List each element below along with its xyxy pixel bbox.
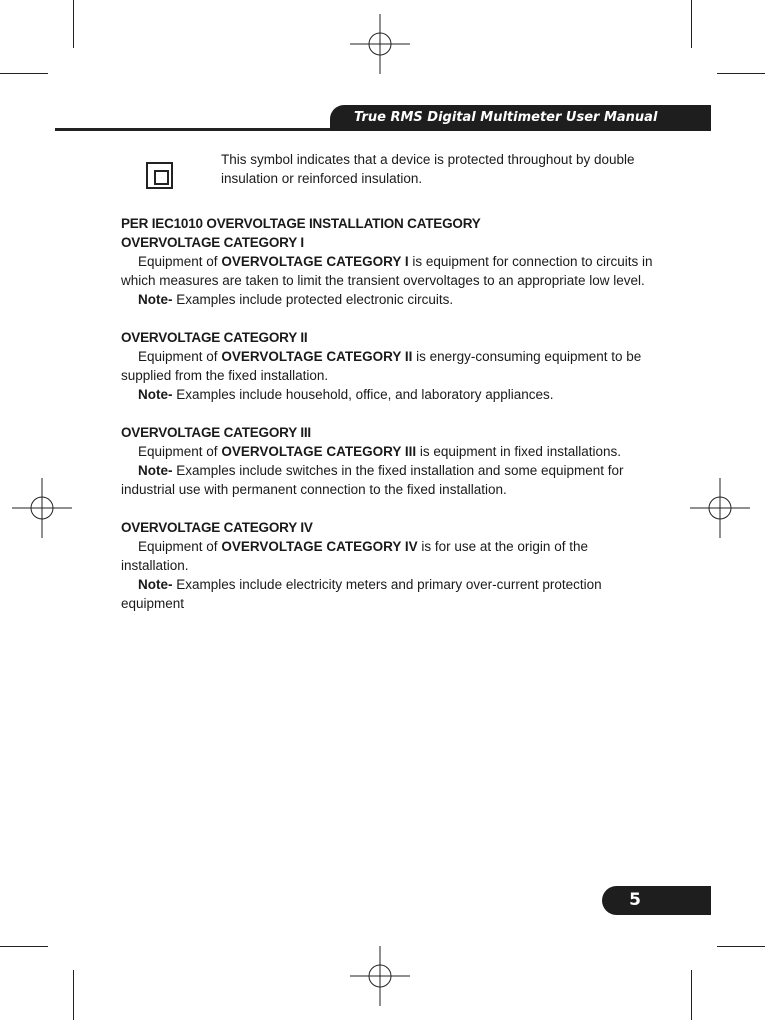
note-label: Note- (138, 387, 173, 402)
crop-mark (691, 0, 692, 48)
category-section (121, 328, 653, 404)
note-label: Note- (138, 577, 173, 592)
note-text: Examples include switches in the fixed installation and some equipment for industrial use with permanent connection to the fixed installation. (121, 463, 624, 497)
category-heading: OVERVOLTAGE CATEGORY III (121, 425, 311, 440)
symbol-note (121, 150, 653, 190)
category-note (121, 385, 653, 404)
description-lead: Equipment of (138, 539, 218, 554)
category-section (121, 423, 653, 499)
category-section (121, 518, 653, 613)
category-description (121, 537, 653, 575)
header-title: True RMS Digital Multimeter User Manual (354, 110, 658, 125)
crop-mark (717, 73, 765, 74)
note-label: Note- (138, 463, 173, 478)
category-note (121, 461, 653, 499)
description-term: OVERVOLTAGE CATEGORY III (221, 444, 417, 459)
category-heading: OVERVOLTAGE CATEGORY IV (121, 520, 313, 535)
registration-mark-icon (690, 478, 750, 538)
crop-mark (0, 73, 48, 74)
page-number: 5 (629, 890, 641, 910)
crop-mark (0, 946, 48, 947)
description-lead: Equipment of (138, 349, 218, 364)
description-term: OVERVOLTAGE CATEGORY IV (221, 539, 418, 554)
category-heading: OVERVOLTAGE CATEGORY I (121, 235, 304, 250)
description-term: OVERVOLTAGE CATEGORY II (221, 349, 413, 364)
category-heading: OVERVOLTAGE CATEGORY II (121, 330, 308, 345)
description-body: is equipment in fixed installations. (419, 444, 621, 459)
note-label: Note- (138, 292, 173, 307)
double-insulation-icon (121, 150, 221, 190)
category-description (121, 442, 653, 461)
description-term: OVERVOLTAGE CATEGORY I (221, 254, 409, 269)
registration-mark-icon (350, 14, 410, 74)
category-description (121, 347, 653, 385)
description-lead: Equipment of (138, 254, 218, 269)
category-note (121, 290, 653, 309)
crop-mark (73, 970, 74, 1020)
registration-mark-icon (12, 478, 72, 538)
symbol-note-text: This symbol indicates that a device is protected throughout by double insulation or reinforced insulation. (221, 152, 635, 186)
crop-mark (691, 970, 692, 1020)
description-body: is equipment for connection to circuits in which measures are taken to limit the transient overvoltages to an appropriate low level. (121, 254, 653, 288)
note-text: Examples include household, office, and laboratory appliances. (176, 387, 554, 402)
registration-mark-icon (350, 946, 410, 1006)
crop-mark (73, 0, 74, 48)
description-body: is for use at the origin of the installation. (121, 539, 588, 573)
description-lead: Equipment of (138, 444, 218, 459)
category-note (121, 575, 653, 613)
description-body: is energy-consuming equipment to be supplied from the fixed installation. (121, 349, 642, 383)
main-heading: PER IEC1010 OVERVOLTAGE INSTALLATION CATEGORY (121, 216, 481, 231)
note-text: Examples include protected electronic circuits. (176, 292, 454, 307)
category-section (121, 233, 653, 309)
note-text: Examples include electricity meters and primary over-current protection equipment (121, 577, 602, 611)
crop-mark (717, 946, 765, 947)
category-description (121, 252, 653, 290)
page-content (121, 150, 653, 613)
